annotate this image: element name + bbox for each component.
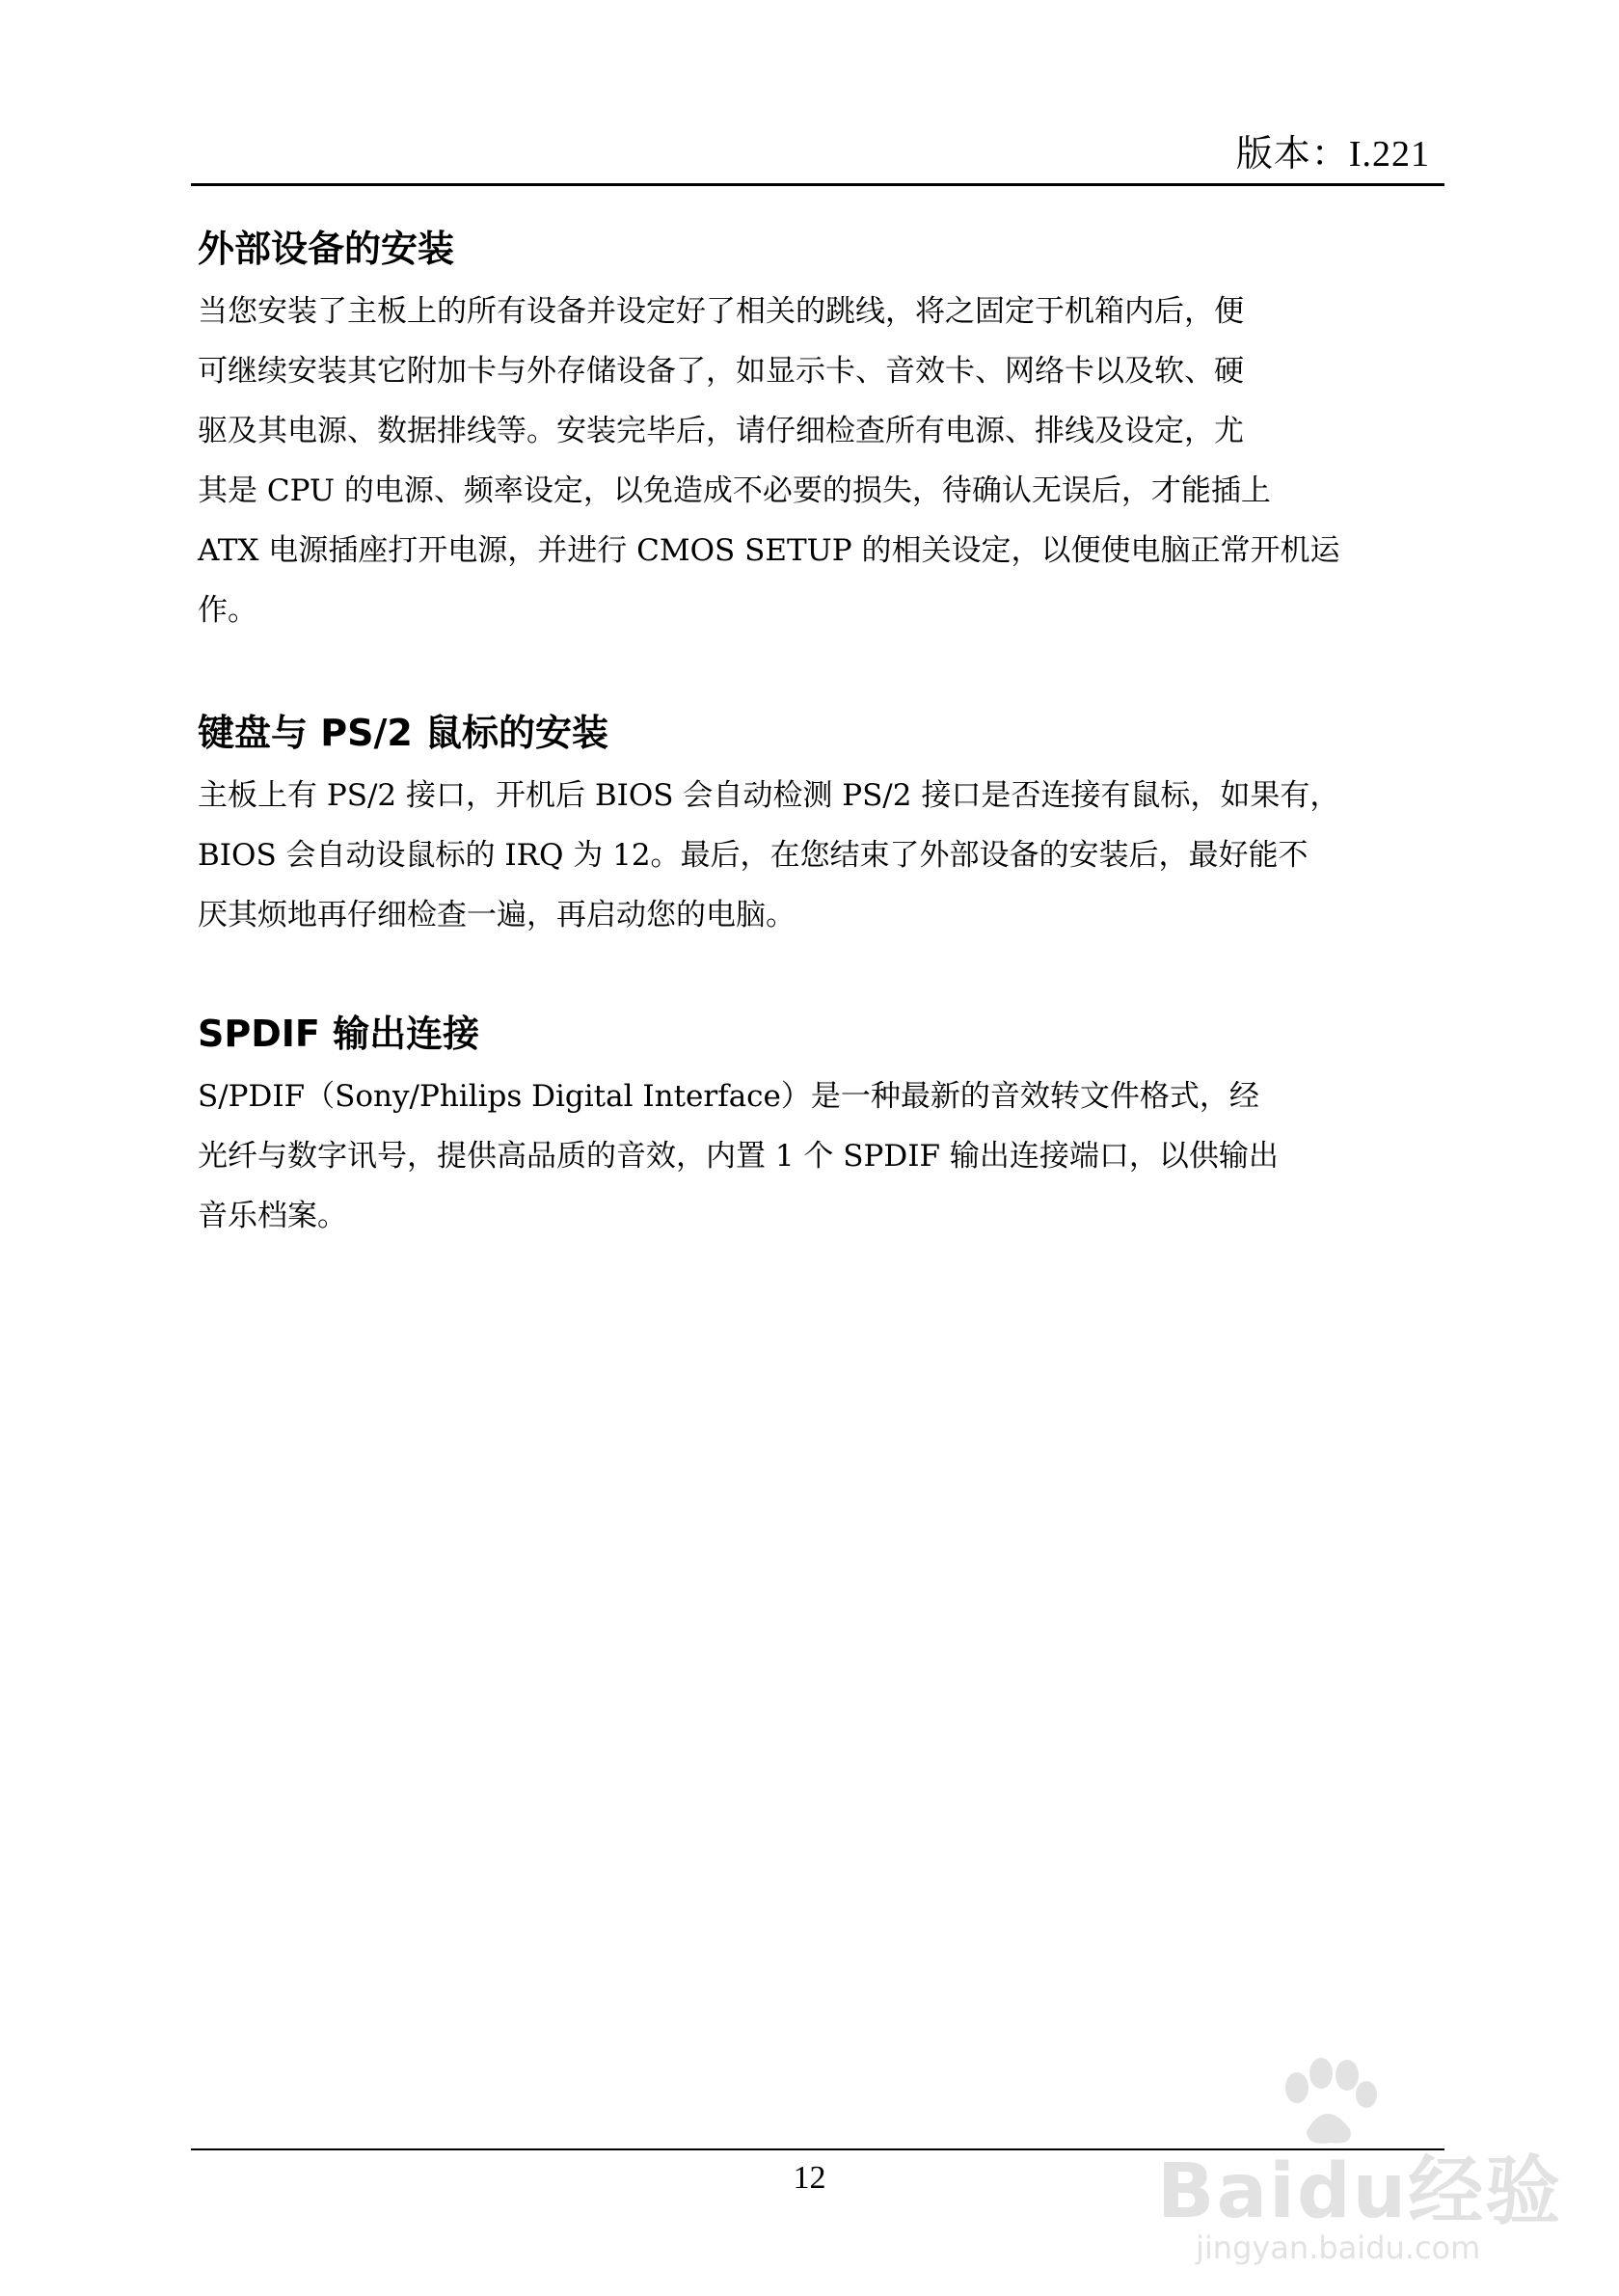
body-line: 当您安装了主板上的所有设备并设定好了相关的跳线，将之固定于机箱内后，便	[198, 294, 1244, 329]
body-line: S/PDIF（Sony/Philips Digital Interface）是一种最新的音效转文件格式，经	[198, 1079, 1259, 1114]
header-divider	[191, 183, 1444, 186]
body-line: 音乐档案。	[198, 1199, 347, 1233]
body-line: 作。	[198, 593, 257, 628]
page-number: 12	[793, 2160, 826, 2196]
body-line: 其是 CPU 的电源、频率设定，以免造成不必要的损失，待确认无误后，才能插上	[198, 473, 1271, 508]
body-line: 光纤与数字讯号，提供高品质的音效，内置 1 个 SPDIF 输出连接端口，以供输出	[198, 1139, 1279, 1174]
baidu-watermark	[1138, 2054, 1563, 2266]
section-spdif	[198, 1005, 1432, 1246]
section-keyboard-mouse	[198, 704, 1432, 945]
body-line: 厌其烦地再仔细检查一遍，再启动您的电脑。	[198, 898, 796, 932]
body-line: BIOS 会自动设鼠标的 IRQ 为 12。最后，在您结束了外部设备的安装后，最好能不	[198, 838, 1309, 873]
section-body	[198, 282, 1432, 640]
body-line: 驱及其电源、数据排线等。安装完毕后，请仔细检查所有电源、排线及设定，尤	[198, 414, 1244, 448]
body-line: ATX 电源插座打开电源，并进行 CMOS SETUP 的相关设定，以便使电脑正常开机运	[198, 533, 1340, 568]
watermark-logo: Baidu经验	[1157, 2148, 1563, 2235]
body-line: 可继续安装其它附加卡与外存储设备了，如显示卡、音效卡、网络卡以及软、硬	[198, 354, 1244, 389]
section-title: 键盘与 PS/2 鼠标的安装	[198, 712, 608, 754]
watermark-url: jingyan.baidu.com	[1196, 2229, 1481, 2266]
section-body	[198, 1067, 1432, 1246]
section-body	[198, 766, 1432, 945]
section-title: SPDIF 输出连接	[198, 1013, 480, 1055]
body-line: 主板上有 PS/2 接口，开机后 BIOS 会自动检测 PS/2 接口是否连接有鼠标，如果有，	[198, 778, 1340, 813]
section-title: 外部设备的安装	[198, 228, 455, 270]
section-external-devices	[198, 220, 1432, 640]
document-version: 版本：I.221	[1235, 134, 1430, 175]
